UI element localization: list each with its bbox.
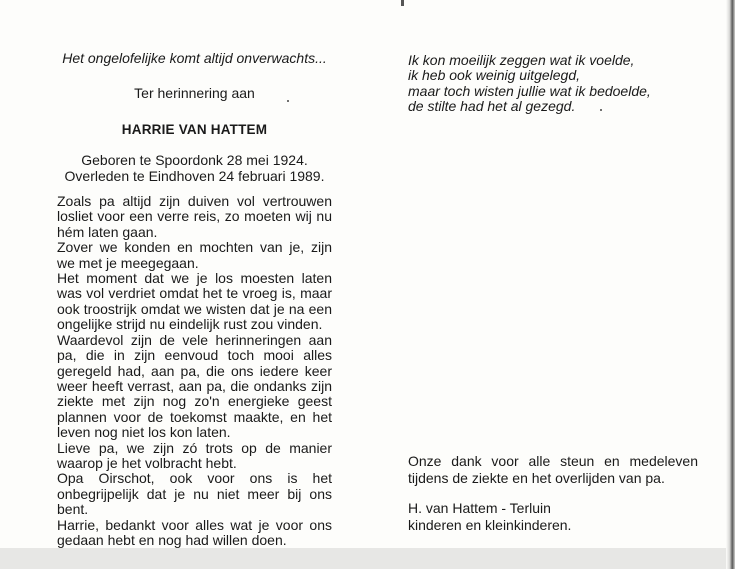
paragraph: Opa Oirschot, ook voor ons is het onbegrijpelijk dat je nu niet meer bij ons bent. (57, 470, 332, 518)
paragraph: Waardevol zijn de vele herinneringen aan pa, die in zijn eenvoud toch mooi alles geregeld had, aan pa, die ons iedere keer weer heeft verrast, aan pa, die ondanks zijn ziekte met zijn nog zo'n energieke geest plannen voor de toekomst maakte, en het leven nog niet los kon laten. (57, 331, 332, 441)
life-dates (57, 153, 332, 184)
paragraph: Zover we konden en mochten van je, zijn we met je meegegaan. (57, 239, 332, 271)
family-line: kinderen en kleinkinderen. (408, 516, 572, 533)
poem (408, 53, 698, 115)
paragraph: Harrie, bedankt voor alles wat je voor ons gedaan hebt en nog had willen doen. (57, 516, 332, 548)
acknowledgement (408, 453, 698, 533)
fold-mark (401, 0, 404, 6)
memorial-text (57, 194, 332, 548)
poem-line: ik heb ook weinig uitgelegd, (408, 67, 581, 84)
scan-edge-right (726, 0, 735, 569)
paragraph: Het moment dat we je los moesten laten was vol verdriet omdat het te vroeg is, maar ook troostrijk omdat we wisten dat je na een ongelijke strijd nu eindelijk rust zou vinden. (57, 270, 332, 333)
poem-line: Ik kon moeilijk zeggen wat ik voelde, (408, 52, 635, 68)
scan-edge-bottom (0, 548, 735, 569)
poem-line: de stilte had het al gezegd. (408, 98, 576, 115)
left-panel (57, 51, 332, 548)
poem-line: maar toch wisten jullie wat ik bedoelde, (408, 82, 651, 99)
paragraph: Zoals pa altijd zijn duiven vol vertrouwen losliet voor een verre reis, zo moeten wij nu hém laten gaan. (57, 193, 332, 240)
speck (600, 109, 602, 111)
speck (287, 100, 289, 102)
paragraph: Lieve pa, we zijn zó trots op de manier waarop je het volbracht hebt. (57, 439, 332, 471)
thanks-text: Onze dank voor alle steun en medeleven tijdens de ziekte en het overlijden van pa. (408, 453, 698, 486)
signature: H. van Hattem - Terluin (408, 500, 551, 516)
motto: Het ongelofelijke komt altijd onverwachts... (62, 50, 327, 66)
death-line: Overleden te Eindhoven 24 februari 1989. (64, 167, 325, 184)
deceased-name: HARRIE VAN HATTEM (121, 121, 268, 137)
in-memory-line: Ter herinnering aan (134, 85, 255, 102)
birth-line: Geboren te Spoordonk 28 mei 1924. (81, 152, 308, 169)
